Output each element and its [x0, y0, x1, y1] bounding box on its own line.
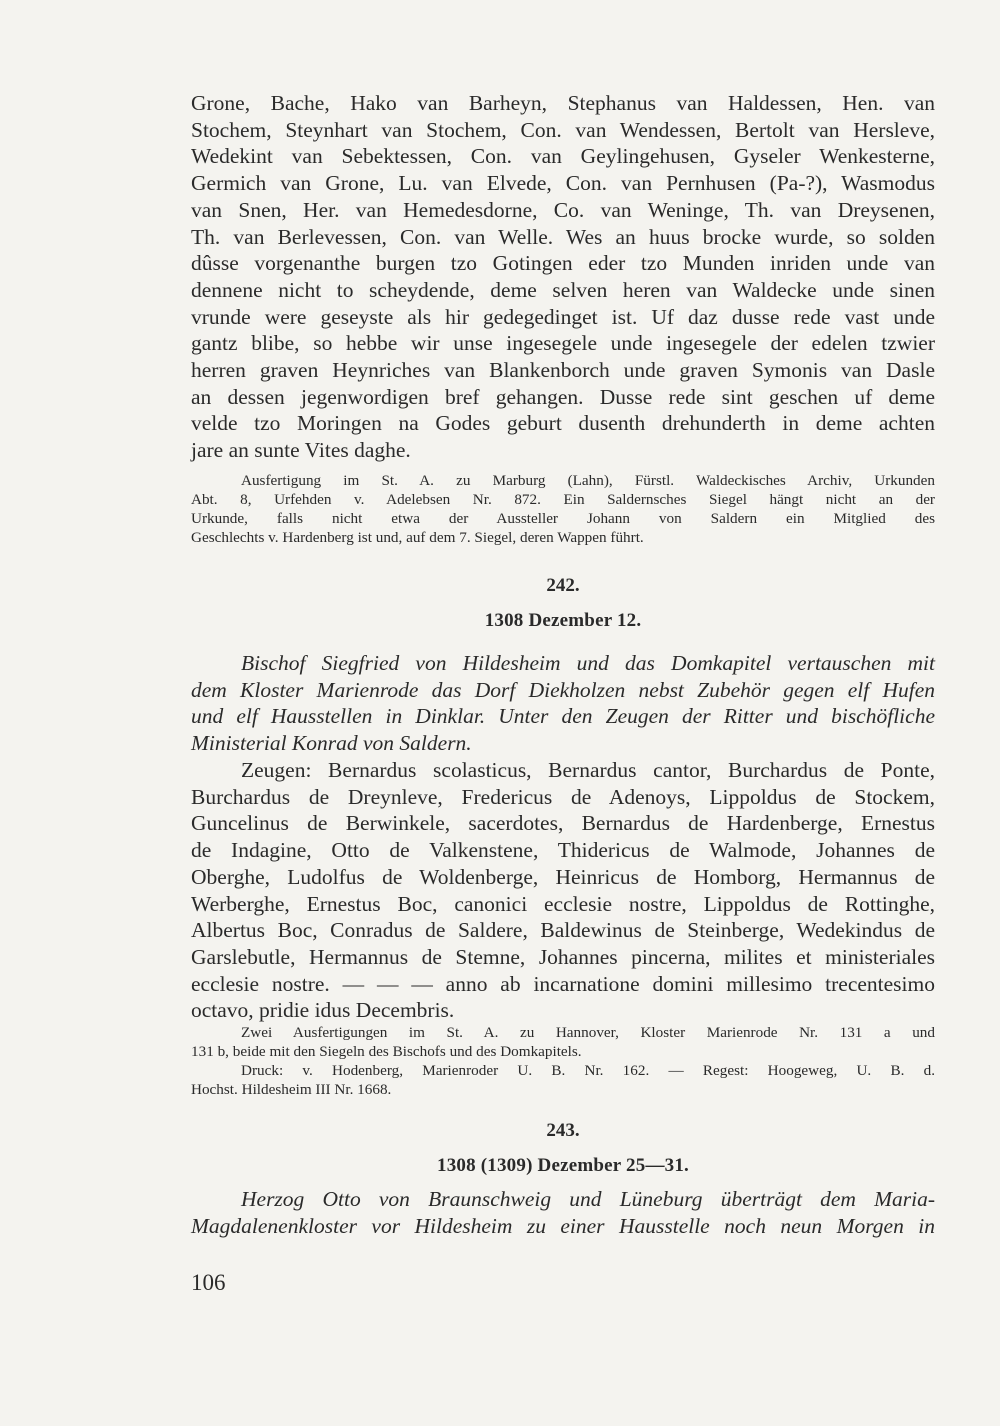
- text-line: herren graven Heynriches van Blankenborch unde graven Symonis van Dasle: [191, 358, 935, 383]
- text-line: Wedekint van Sebektessen, Con. van Geylingehusen, Gyseler Wenkesterne,: [191, 144, 935, 169]
- page-number: 106: [191, 1270, 226, 1295]
- text-line: octavo, pridie idus Decembris.: [191, 998, 455, 1023]
- text-line: Abt. 8, Urfehden v. Adelebsen Nr. 872. Ein Saldernsches Siegel hängt nicht an der: [191, 491, 935, 508]
- text-line: Ministerial Konrad von Saldern.: [191, 731, 472, 756]
- text-line: Albertus Boc, Conradus de Saldere, Baldewinus de Steinberge, Wedekindus de: [191, 918, 935, 943]
- text-line: jare an sunte Vites daghe.: [191, 438, 411, 463]
- text-line: Th. van Berlevessen, Con. van Welle. Wes an huus brocke wurde, so solden: [191, 224, 935, 249]
- text-line: und elf Hausstellen in Dinklar. Unter den Zeugen der Ritter und bischöfliche: [191, 704, 935, 729]
- text-line: dennene nicht to scheydende, deme selven heren van Waldecke unde sinen: [191, 277, 935, 302]
- text-line: Urkunde, falls nicht etwa der Aussteller Johann von Saldern ein Mitglied des: [191, 510, 935, 527]
- regest: [191, 1186, 935, 1239]
- regest: [191, 650, 935, 757]
- text-line: dûsse vorgenanthe burgen tzo Gotingen eder tzo Munden inriden unde van: [191, 251, 935, 276]
- document-number: 242.: [546, 575, 580, 596]
- text-line: van Snen, Her. van Hemedesdorne, Co. van Weninge, Th. van Dreysenen,: [191, 197, 935, 222]
- document-date: 1308 Dezember 12.: [484, 610, 642, 631]
- text-line: Stochem, Steynhart van Stochem, Con. van Wendessen, Bertolt van Hersleve,: [191, 117, 935, 142]
- text-line: Grone, Bache, Hako van Barheyn, Stephanus van Haldessen, Hen. van: [191, 91, 935, 115]
- note-text: [191, 1023, 935, 1099]
- text-line: Druck: v. Hodenberg, Marienroder U. B. Nr. 162. — Regest: Hoogeweg, U. B. d.: [241, 1062, 935, 1079]
- text-line: dem Kloster Marienrode das Dorf Diekholzen nebst Zubehör gegen elf Hufen: [191, 677, 935, 702]
- text-line: Zeugen: Bernardus scolasticus, Bernardus cantor, Burchardus de Ponte,: [241, 758, 935, 782]
- text-line: gantz blibe, so hebbe wir unse ingesegele unde ingesegele der edelen tzwier: [191, 331, 935, 356]
- text-line: Oberghe, Ludolfus de Woldenberge, Heinricus de Homborg, Hermannus de: [191, 864, 935, 889]
- regest-text: [191, 1186, 935, 1239]
- text-line: 131 b, beide mit den Siegeln des Bischofs und des Domkapitels.: [191, 1043, 582, 1060]
- regest-text: [191, 650, 935, 757]
- text-line: an dessen jegenwordigen bref gehangen. Dusse rede sint geschen uf deme: [191, 384, 935, 409]
- text-line: Magdalenenkloster vor Hildesheim zu einer Hausstelle noch neun Morgen in: [191, 1213, 935, 1238]
- text-line: Germich van Grone, Lu. van Elvede, Con. van Pernhusen (Pa-?), Wasmodus: [191, 171, 935, 196]
- document-date: 1308 (1309) Dezember 25—31.: [437, 1155, 689, 1176]
- document-text: [191, 757, 935, 1024]
- archival-note: [191, 1023, 935, 1099]
- text-line: Guncelinus de Berwinkele, sacerdotes, Bernardus de Hardenberge, Ernestus: [191, 811, 935, 836]
- document-number: 243.: [546, 1120, 580, 1141]
- note-text: [191, 471, 935, 547]
- paragraph: [191, 90, 935, 464]
- text-line: ecclesie nostre. — — — anno ab incarnatione domini millesimo trecentesimo: [191, 971, 935, 996]
- text-line: Hochst. Hildesheim III Nr. 1668.: [191, 1081, 392, 1098]
- text-line: Bischof Siegfried von Hildesheim und das Domkapitel vertauschen mit: [241, 651, 935, 675]
- text-line: Burchardus de Dreynleve, Fredericus de Adenoys, Lippoldus de Stockem,: [191, 784, 935, 809]
- text-line: Ausfertigung im St. A. zu Marburg (Lahn), Fürstl. Waldeckisches Archiv, Urkunden: [241, 472, 935, 489]
- continuation-text: [191, 90, 935, 464]
- text-line: velde tzo Moringen na Godes geburt dusenth drehunderth in deme achten: [191, 411, 935, 436]
- text-line: Geschlechts v. Hardenberg ist und, auf dem 7. Siegel, deren Wappen führt.: [191, 529, 644, 546]
- text-line: Zwei Ausfertigungen im St. A. zu Hannover, Kloster Marienrode Nr. 131 a und: [241, 1024, 935, 1041]
- text-line: de Indagine, Otto de Valkenstene, Thidericus de Walmode, Johannes de: [191, 838, 935, 863]
- paragraph: [191, 757, 935, 1024]
- archival-note: [191, 471, 935, 547]
- text-line: Herzog Otto von Braunschweig und Lüneburg überträgt dem Maria-: [241, 1187, 935, 1211]
- text-line: Werberghe, Ernestus Boc, canonici ecclesie nostre, Lippoldus de Rottinghe,: [191, 891, 935, 916]
- text-line: vrunde were geseyste als hir gedegedinget ist. Uf daz dusse rede vast unde: [191, 304, 935, 329]
- text-line: Garslebutle, Hermannus de Stemne, Johannes pincerna, milites et ministeriales: [191, 944, 935, 969]
